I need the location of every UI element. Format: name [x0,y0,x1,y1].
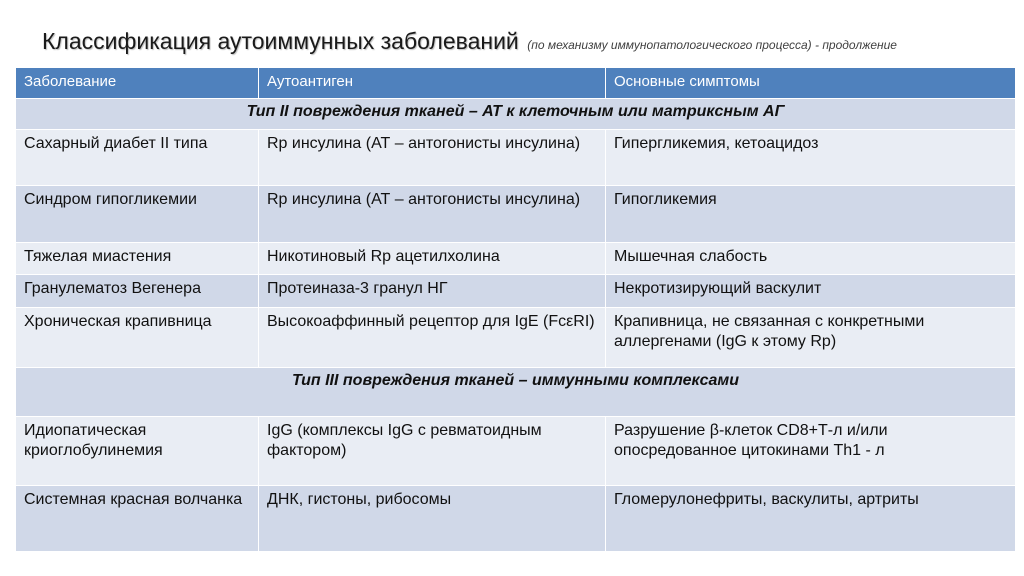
table-row [16,275,1016,308]
title-subtitle: (по механизму иммунопатологического процесса) - продолжение [527,38,897,52]
cell-autoantigen: Никотиновый Rp ацетилхолина [259,243,606,275]
section-row-type3 [16,368,1016,417]
table-row [16,308,1016,368]
cell-symptoms: Гломерулонефриты, васкулиты, артриты [606,486,1016,552]
slide-title [42,28,897,55]
cell-autoantigen: Rp инсулина (АТ – антогонисты инсулина) [259,130,606,186]
table-header-row [16,68,1016,99]
cell-disease: Системная красная волчанка [16,486,259,552]
cell-disease: Идиопатическая криоглобулинемия [16,417,259,486]
cell-disease: Сахарный диабет II типа [16,130,259,186]
section-title-type3: Тип III повреждения тканей – иммунными комплексами [16,368,1016,417]
cell-disease: Хроническая крапивница [16,308,259,368]
cell-symptoms: Крапивница, не связанная с конкретными аллергенами (IgG к этому Rp) [606,308,1016,368]
cell-disease: Синдром гипогликемии [16,186,259,243]
cell-disease: Тяжелая миастения [16,243,259,275]
cell-autoantigen: Протеиназа-3 гранул НГ [259,275,606,308]
cell-symptoms: Гипергликемия, кетоацидоз [606,130,1016,186]
section-title-type2: Тип II повреждения тканей – АТ к клеточным или матриксным АГ [16,99,1016,130]
cell-autoantigen: Высокоаффинный рецептор для IgE (FcεRI) [259,308,606,368]
cell-autoantigen: Rp инсулина (АТ – антогонисты инсулина) [259,186,606,243]
disease-table [15,67,1016,552]
cell-symptoms: Гипогликемия [606,186,1016,243]
cell-symptoms: Некротизирующий васкулит [606,275,1016,308]
cell-disease: Гранулематоз Вегенера [16,275,259,308]
cell-autoantigen: IgG (комплексы IgG с ревматоидным фактором) [259,417,606,486]
header-autoantigen: Аутоантиген [259,68,606,99]
header-symptoms: Основные симптомы [606,68,1016,99]
header-disease: Заболевание [16,68,259,99]
table-row [16,243,1016,275]
table-row [16,186,1016,243]
section-row-type2 [16,99,1016,130]
cell-autoantigen: ДНК, гистоны, рибосомы [259,486,606,552]
cell-symptoms: Разрушение β-клеток CD8+Т-л и/или опосредованное цитокинами Th1 - л [606,417,1016,486]
cell-symptoms: Мышечная слабость [606,243,1016,275]
table-row [16,486,1016,552]
title-main: Классификация аутоиммунных заболеваний [42,28,519,54]
table-row [16,130,1016,186]
table-row [16,417,1016,486]
